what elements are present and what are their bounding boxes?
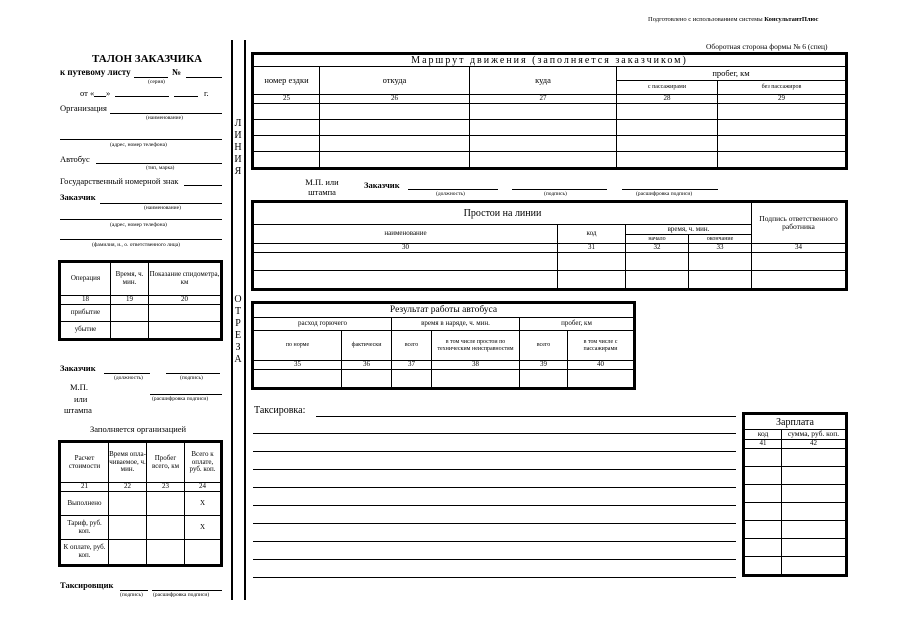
idle-time-header: время, ч. мин. <box>626 225 752 235</box>
taxing-line[interactable] <box>253 487 736 488</box>
col-number: 19 <box>111 296 149 305</box>
organization-label: Организация <box>60 103 107 113</box>
idle-end-header: окончание <box>689 235 752 244</box>
salary-cell[interactable] <box>782 557 846 575</box>
signature-hint-2: (подпись) <box>120 592 143 598</box>
route-header: номер ездки <box>254 67 320 95</box>
date-quote: » <box>106 88 111 98</box>
ops-header: Операция <box>61 263 111 296</box>
to-waybill-label: к путевому листу <box>60 67 131 77</box>
col-number: 18 <box>61 296 111 305</box>
route-cell[interactable] <box>617 120 718 136</box>
idle-cell[interactable] <box>626 253 689 271</box>
salary-cell[interactable] <box>782 449 846 467</box>
ops-header: Время, ч. мин. <box>111 263 149 296</box>
calc-header: Всего к оплате, руб. коп. <box>185 443 221 483</box>
result-subheader: всего <box>392 331 432 361</box>
result-cell[interactable] <box>432 370 520 388</box>
col-number: 32 <box>626 244 689 253</box>
stub-title: ТАЛОН ЗАКАЗЧИКА <box>92 53 203 65</box>
salary-cell[interactable] <box>745 467 782 485</box>
taxing-line[interactable] <box>253 577 736 578</box>
prepared-text: Подготовлено с использованием системы <box>648 16 765 23</box>
signature-hint: (подпись) <box>180 375 203 381</box>
taxer-label: Таксировщик <box>60 580 114 590</box>
cut-line-right <box>244 40 246 600</box>
col-number: 23 <box>147 483 185 492</box>
operations-table <box>60 262 221 339</box>
customer-label: Заказчик <box>60 192 96 202</box>
salary-cell[interactable] <box>782 467 846 485</box>
number-field[interactable] <box>186 77 222 78</box>
salary-code-header: код <box>745 430 782 440</box>
col-number: 41 <box>745 440 782 449</box>
taxing-line[interactable] <box>253 433 736 434</box>
month-field[interactable] <box>115 96 169 97</box>
idle-code-header: код <box>558 225 626 244</box>
idle-cell[interactable] <box>752 253 846 271</box>
idle-cell[interactable] <box>689 271 752 289</box>
route-subheader: с пассажирами <box>617 81 718 95</box>
cut-word: О Т Р Е З А <box>234 294 242 365</box>
route-decode-field[interactable] <box>622 189 718 190</box>
decode-field[interactable] <box>150 394 222 395</box>
salary-cell[interactable] <box>745 539 782 557</box>
result-cell[interactable] <box>520 370 568 388</box>
col-number: 25 <box>254 95 320 104</box>
plate-field[interactable] <box>184 185 222 186</box>
decode-hint-2: (расшифровка подписи) <box>153 592 210 598</box>
result-group-header: время в наряде, ч. мин. <box>392 318 520 331</box>
year-field[interactable] <box>174 96 198 97</box>
result-group-header: расход горючего <box>254 318 392 331</box>
calc-cell[interactable] <box>147 540 185 565</box>
col-number: 38 <box>432 361 520 370</box>
calc-header: Пробег всего, км <box>147 443 185 483</box>
route-cell[interactable] <box>470 136 617 152</box>
day-field[interactable] <box>94 96 106 97</box>
route-cell[interactable] <box>254 104 320 120</box>
taxing-line[interactable] <box>253 523 736 524</box>
col-number: 24 <box>185 483 221 492</box>
col-number: 26 <box>320 95 470 104</box>
line-word: Л И Н И Я <box>234 118 242 177</box>
col-number: 33 <box>689 244 752 253</box>
customer-address-field[interactable] <box>60 219 222 220</box>
responsible-person-field[interactable] <box>60 239 222 240</box>
route-cell[interactable] <box>470 120 617 136</box>
calc-cell[interactable] <box>147 492 185 516</box>
address-hint: (адрес, номер телефона) <box>110 142 167 148</box>
customer-name-field[interactable] <box>100 203 222 204</box>
col-number: 35 <box>254 361 342 370</box>
result-subheader: всего <box>520 331 568 361</box>
route-cell[interactable] <box>254 152 320 168</box>
result-table <box>253 303 634 388</box>
customer-position-field[interactable] <box>104 373 150 374</box>
idle-cell[interactable] <box>254 253 558 271</box>
route-mp: М.П. или штампа <box>305 177 339 197</box>
idle-name-header: наименование <box>254 225 558 244</box>
route-cell[interactable] <box>254 136 320 152</box>
taxing-line[interactable] <box>253 541 736 542</box>
ops-row-label: прибытие <box>61 305 111 322</box>
number-sign: № <box>172 67 182 77</box>
calc-header: Расчет стоимости <box>61 443 109 483</box>
route-cell[interactable] <box>617 104 718 120</box>
route-cell[interactable] <box>617 136 718 152</box>
calc-header: Время опла-чиваемое, ч. мин. <box>109 443 147 483</box>
calc-row-label: К оплате, руб. коп. <box>61 540 109 565</box>
taxing-line[interactable] <box>253 469 736 470</box>
date-from-label: от « <box>80 88 95 98</box>
col-number: 36 <box>342 361 392 370</box>
route-title: Маршрут движения (заполняется заказчиком) <box>254 55 846 67</box>
col-number: 42 <box>782 440 846 449</box>
mp-line: штампа <box>64 405 92 415</box>
salary-cell[interactable] <box>745 503 782 521</box>
route-decode-hint: (расшифровка подписи) <box>636 191 693 197</box>
route-header: откуда <box>320 67 470 95</box>
ops-cell[interactable] <box>111 322 149 339</box>
ops-row-label: убытие <box>61 322 111 339</box>
result-title: Результат работы автобуса <box>254 304 634 318</box>
route-header: куда <box>470 67 617 95</box>
mp-line: М.П. <box>70 382 88 392</box>
position-hint: (должность) <box>114 375 143 381</box>
col-number: 40 <box>568 361 634 370</box>
ops-header: Показание спидометра, км <box>149 263 221 296</box>
taxing-label: Таксировка: <box>254 405 306 416</box>
calc-cell[interactable] <box>185 540 221 565</box>
route-cell[interactable] <box>718 152 846 168</box>
idle-cell[interactable] <box>752 271 846 289</box>
idle-cell[interactable] <box>254 271 558 289</box>
name-hint-2: (наименование) <box>144 205 181 211</box>
route-customer-label: Заказчик <box>364 180 400 190</box>
salary-cell[interactable] <box>782 539 846 557</box>
salary-title: Зарплата <box>745 415 846 430</box>
route-cell[interactable] <box>320 136 470 152</box>
salary-cell[interactable] <box>782 485 846 503</box>
result-subheader: в том числе простои по техническим неисправностям <box>432 331 520 361</box>
col-number: 29 <box>718 95 846 104</box>
col-number: 20 <box>149 296 221 305</box>
col-number: 21 <box>61 483 109 492</box>
route-cell[interactable] <box>320 104 470 120</box>
salary-table <box>744 414 846 575</box>
col-number: 28 <box>617 95 718 104</box>
result-cell[interactable] <box>254 370 342 388</box>
salary-cell[interactable] <box>745 485 782 503</box>
col-number: 37 <box>392 361 432 370</box>
idle-start-header: начало <box>626 235 689 244</box>
route-cell[interactable] <box>718 120 846 136</box>
filled-by-org-label: Заполняется организацией <box>90 424 187 434</box>
salary-cell[interactable] <box>745 557 782 575</box>
result-group-header: пробег, км <box>520 318 634 331</box>
organization-field[interactable] <box>110 113 222 114</box>
idle-cell[interactable] <box>558 271 626 289</box>
route-cell[interactable] <box>718 104 846 120</box>
route-cell[interactable] <box>470 152 617 168</box>
series-hint: (серия) <box>148 79 165 85</box>
plate-label: Государственный номерной знак <box>60 176 179 186</box>
col-number: 34 <box>752 244 846 253</box>
idle-cell[interactable] <box>626 271 689 289</box>
col-number: 39 <box>520 361 568 370</box>
ops-cell[interactable] <box>149 305 221 322</box>
person-hint: (фамилия, и., о. ответственного лица) <box>92 242 180 248</box>
year-suffix: г. <box>204 88 209 98</box>
col-number: 22 <box>109 483 147 492</box>
col-number: 31 <box>558 244 626 253</box>
taxing-line[interactable] <box>253 451 736 452</box>
salary-cell[interactable] <box>745 449 782 467</box>
calc-cell[interactable] <box>109 516 147 540</box>
result-subheader: фактически <box>342 331 392 361</box>
route-cell[interactable] <box>470 104 617 120</box>
route-cell[interactable] <box>718 136 846 152</box>
result-cell[interactable] <box>392 370 432 388</box>
taxing-line[interactable] <box>253 559 736 560</box>
calc-cell[interactable] <box>109 492 147 516</box>
calc-cell[interactable] <box>147 516 185 540</box>
salary-cell[interactable] <box>782 503 846 521</box>
col-number: 30 <box>254 244 558 253</box>
customer-signature-label: Заказчик <box>60 363 96 373</box>
salary-cell[interactable] <box>782 521 846 539</box>
route-cell[interactable] <box>320 120 470 136</box>
ops-cell[interactable] <box>111 305 149 322</box>
route-cell[interactable] <box>617 152 718 168</box>
route-cell[interactable] <box>320 152 470 168</box>
route-cell[interactable] <box>254 120 320 136</box>
route-header: пробег, км <box>617 67 846 81</box>
reverse-side-label: Оборотная сторона формы № 6 (спец) <box>706 42 828 51</box>
idle-signature-header: Подпись ответственного работника <box>752 203 846 244</box>
calc-row-label: Тариф, руб. коп. <box>61 516 109 540</box>
idle-cell[interactable] <box>558 253 626 271</box>
org-address-field[interactable] <box>60 139 222 140</box>
ops-cell[interactable] <box>149 322 221 339</box>
col-number: 27 <box>470 95 617 104</box>
idle-table <box>253 202 846 289</box>
result-cell[interactable] <box>342 370 392 388</box>
calc-cell[interactable] <box>109 540 147 565</box>
decode-hint: (расшифровка подписи) <box>152 396 209 402</box>
salary-cell[interactable] <box>745 521 782 539</box>
calculation-table <box>60 442 221 565</box>
result-cell[interactable] <box>568 370 634 388</box>
x-mark: X <box>185 516 221 540</box>
route-subheader: без пассажиров <box>718 81 846 95</box>
idle-title: Простои на линии <box>254 203 752 225</box>
bus-label: Автобус <box>60 154 90 164</box>
x-mark: X <box>185 492 221 516</box>
system-name: КонсультантПлюс <box>764 16 819 23</box>
idle-cell[interactable] <box>689 253 752 271</box>
taxer-signature-field[interactable] <box>120 590 148 591</box>
result-subheader: по норме <box>254 331 342 361</box>
name-hint: (наименование) <box>146 115 183 121</box>
route-position-hint: (должность) <box>436 191 465 197</box>
route-table <box>253 54 846 168</box>
series-field[interactable] <box>134 77 168 78</box>
salary-sum-header: сумма, руб. коп. <box>782 430 846 440</box>
result-subheader: в том числе с пассажирами <box>568 331 634 361</box>
mp-line: или <box>74 394 88 404</box>
taxer-decode-field[interactable] <box>152 590 222 591</box>
taxing-line[interactable] <box>253 505 736 506</box>
address-hint-2: (адрес, номер телефона) <box>110 222 167 228</box>
route-signature-field[interactable] <box>512 189 607 190</box>
customer-signature-field[interactable] <box>166 373 220 374</box>
prepared-note <box>648 17 818 24</box>
type-hint: (тип, марка) <box>146 165 175 171</box>
calc-row-label: Выполнено <box>61 492 109 516</box>
taxing-line[interactable] <box>316 416 736 417</box>
route-signature-hint: (подпись) <box>544 191 567 197</box>
route-position-field[interactable] <box>408 189 498 190</box>
bus-field[interactable] <box>96 163 222 164</box>
